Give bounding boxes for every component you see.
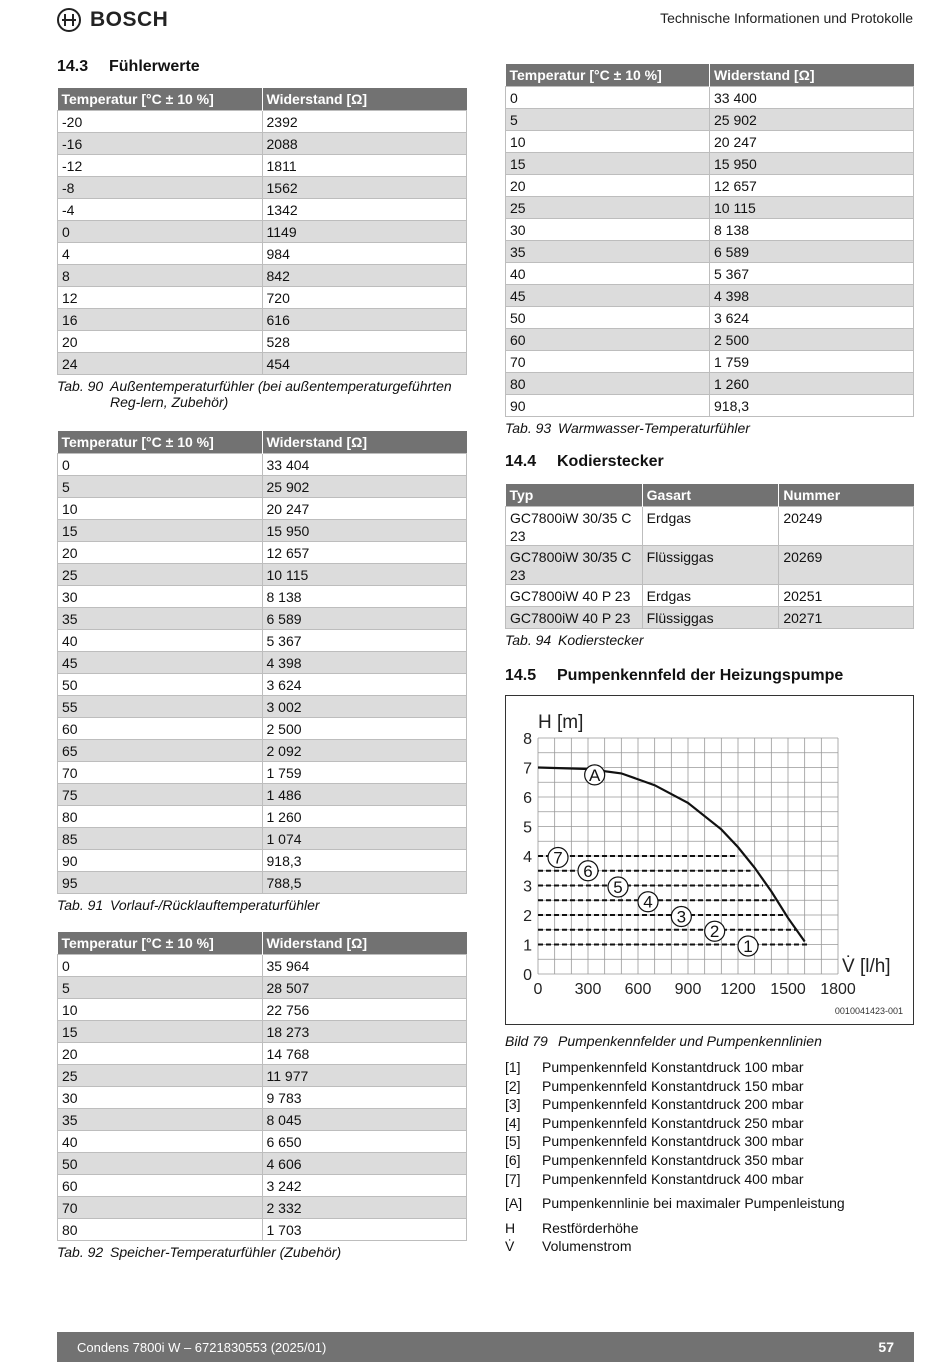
legend-key: [6] xyxy=(505,1151,521,1168)
table-cell: 65 xyxy=(58,739,263,761)
table-row xyxy=(58,1108,467,1130)
table-cell: 16 xyxy=(58,308,263,330)
chart-legend xyxy=(505,1058,845,1256)
table-cell: 80 xyxy=(58,1218,263,1240)
legend-text: Pumpenkennfeld Konstantdruck 350 mbar xyxy=(542,1151,804,1168)
table-cell: 5 xyxy=(58,475,263,497)
table-cell: 8 045 xyxy=(262,1108,467,1130)
brand-name: BOSCH xyxy=(90,8,169,31)
table-cell: 20269 xyxy=(779,545,914,584)
table-cell: 45 xyxy=(506,284,710,306)
bosch-armature-icon xyxy=(57,8,81,32)
col-header-resistance: Widerstand [Ω] xyxy=(262,932,467,954)
table-row xyxy=(58,198,467,220)
annotation-label: 6 xyxy=(583,861,593,881)
tab93-block xyxy=(505,64,914,436)
table-cell: 10 115 xyxy=(262,563,467,585)
table-cell: 35 964 xyxy=(262,954,467,976)
table-row xyxy=(58,1174,467,1196)
table-row xyxy=(506,372,914,394)
table-row xyxy=(58,783,467,805)
tab90-block xyxy=(57,88,467,410)
table-94 xyxy=(505,484,914,629)
table-cell: 10 xyxy=(58,497,263,519)
table-row xyxy=(58,541,467,563)
table-row xyxy=(506,240,914,262)
table-cell: 85 xyxy=(58,827,263,849)
legend-item xyxy=(505,1058,845,1077)
table-cell: -8 xyxy=(58,176,263,198)
table-row xyxy=(58,563,467,585)
table-cell: -20 xyxy=(58,110,263,132)
annotation-label: 2 xyxy=(709,922,720,942)
figure-code: 0010041423-001 xyxy=(834,1006,903,1016)
table-cell: 20271 xyxy=(779,606,914,628)
table-cell: 70 xyxy=(58,1196,263,1218)
table-cell: 15 xyxy=(58,1020,263,1042)
table-row xyxy=(506,606,914,628)
legend-key: [A] xyxy=(505,1195,523,1212)
table-cell: 2 332 xyxy=(262,1196,467,1218)
table-row xyxy=(58,176,467,198)
table-cell: 616 xyxy=(262,308,467,330)
table-row xyxy=(58,827,467,849)
x-tick-label: 1200 xyxy=(720,981,756,998)
y-tick-label: 5 xyxy=(523,819,532,837)
y-tick-label: 4 xyxy=(523,849,532,866)
table-cell: 4 398 xyxy=(710,284,914,306)
table-cell: 2088 xyxy=(262,132,467,154)
legend-key: [7] xyxy=(505,1170,521,1187)
table-cell: 15 950 xyxy=(262,519,467,541)
table-row xyxy=(506,284,914,306)
table-row xyxy=(58,673,467,695)
table-cell: 0 xyxy=(58,220,263,242)
caption-tab91: Tab. 91 Vorlauf-/Rücklauftemperaturfühler xyxy=(57,896,320,913)
table-cell: 2 500 xyxy=(710,328,914,350)
table-cell: 55 xyxy=(58,695,263,717)
table-row xyxy=(58,154,467,176)
y-tick-label: 6 xyxy=(523,790,532,807)
col-header-nummer: Nummer xyxy=(779,484,914,506)
legend-text: Pumpenkennfeld Konstantdruck 100 mbar xyxy=(542,1059,804,1075)
table-cell: 25 902 xyxy=(262,475,467,497)
table-cell: 45 xyxy=(58,651,263,673)
table-row xyxy=(58,1152,467,1174)
table-91 xyxy=(57,431,467,894)
table-cell: 788,5 xyxy=(262,871,467,893)
table-row xyxy=(58,651,467,673)
table-row xyxy=(58,1020,467,1042)
col-header-temp: Temperatur [°C ± 10 %] xyxy=(58,932,263,954)
legend-text: Pumpenkennfeld Konstantdruck 300 mbar xyxy=(542,1133,804,1150)
col-header-resistance: Widerstand [Ω] xyxy=(710,64,914,86)
legend-key: [1] xyxy=(505,1059,521,1075)
table-cell: 20 xyxy=(58,541,263,563)
table-cell: 1 260 xyxy=(710,372,914,394)
page-number: 57 xyxy=(878,1339,894,1355)
table-cell: GC7800iW 40 P 23 xyxy=(506,606,643,628)
table-cell: 0 xyxy=(58,954,263,976)
table-cell: 454 xyxy=(262,352,467,374)
caption-tab92: Tab. 92 Speicher-Temperaturfühler (Zubehör) xyxy=(57,1243,342,1260)
table-cell: 20 xyxy=(58,330,263,352)
table-cell: 20 247 xyxy=(710,130,914,152)
table-cell: 1 074 xyxy=(262,827,467,849)
table-cell: 40 xyxy=(506,262,710,284)
table-row xyxy=(58,1130,467,1152)
table-row xyxy=(58,717,467,739)
table-cell: 2 500 xyxy=(262,717,467,739)
table-cell: 20 247 xyxy=(262,497,467,519)
table-90 xyxy=(57,88,467,375)
legend-key: H xyxy=(505,1219,516,1236)
table-row xyxy=(58,330,467,352)
table-row xyxy=(58,242,467,264)
table-cell: 80 xyxy=(58,805,263,827)
table-cell: 30 xyxy=(506,218,710,240)
table-row xyxy=(506,506,914,545)
legend-item xyxy=(505,1151,845,1170)
caption-tab90: Tab. 90 Außentemperaturfühler (bei außentemperaturgeführten Reg-lern, Zubehör) xyxy=(57,377,452,410)
section-header: Technische Informationen und Protokolle xyxy=(660,10,913,26)
table-cell: 3 242 xyxy=(262,1174,467,1196)
table-cell: 14 768 xyxy=(262,1042,467,1064)
tab94-block xyxy=(505,484,914,648)
table-cell: 1 260 xyxy=(262,805,467,827)
table-row xyxy=(58,475,467,497)
table-cell: 20 xyxy=(58,1042,263,1064)
table-cell: 10 xyxy=(506,130,710,152)
x-tick-label: 300 xyxy=(574,981,602,998)
table-row xyxy=(58,849,467,871)
table-cell: 25 xyxy=(58,1064,263,1086)
legend-text: Volumenstrom xyxy=(542,1238,632,1255)
table-row xyxy=(58,629,467,651)
table-cell: Flüssiggas xyxy=(642,606,779,628)
table-row xyxy=(506,130,914,152)
table-cell: 50 xyxy=(58,673,263,695)
table-cell: 10 115 xyxy=(710,196,914,218)
table-cell: 15 xyxy=(506,152,710,174)
legend-item xyxy=(505,1237,845,1256)
annotation-label: 7 xyxy=(553,848,563,868)
table-row xyxy=(58,519,467,541)
table-row xyxy=(58,1064,467,1086)
table-row xyxy=(58,308,467,330)
table-row xyxy=(58,739,467,761)
heading-14-4: 14.4 Kodierstecker xyxy=(505,453,664,470)
table-cell: 80 xyxy=(506,372,710,394)
legend-text: Restförderhöhe xyxy=(542,1219,639,1236)
table-cell: 1811 xyxy=(262,154,467,176)
annotation-label: 5 xyxy=(613,877,623,897)
legend-item xyxy=(505,1132,845,1151)
table-cell: 5 367 xyxy=(262,629,467,651)
table-row xyxy=(506,328,914,350)
annotation-label: A xyxy=(588,765,601,785)
table-row xyxy=(506,262,914,284)
table-cell: 10 xyxy=(58,998,263,1020)
x-tick-label: 1800 xyxy=(820,981,856,998)
table-cell: 842 xyxy=(262,264,467,286)
y-tick-label: 7 xyxy=(523,760,532,778)
legend-text: Pumpenkennfeld Konstantdruck 150 mbar xyxy=(542,1077,804,1094)
table-cell: 3 624 xyxy=(710,306,914,328)
legend-item xyxy=(505,1114,845,1133)
table-cell: 22 756 xyxy=(262,998,467,1020)
x-tick-label: 900 xyxy=(674,981,702,998)
table-cell: 5 xyxy=(58,976,263,998)
table-cell: 528 xyxy=(262,330,467,352)
footer-doc: Condens 7800i W – 6721830553 (2025/01) xyxy=(77,1339,327,1355)
annotation-label: 4 xyxy=(643,892,653,912)
legend-key: V̇ xyxy=(505,1238,515,1255)
table-row xyxy=(58,998,467,1020)
legend-item xyxy=(505,1194,845,1213)
table-row xyxy=(58,805,467,827)
table-row xyxy=(58,497,467,519)
table-row xyxy=(58,352,467,374)
table-cell: 35 xyxy=(506,240,710,262)
col-header-typ: Typ xyxy=(506,484,643,506)
table-cell: 4 398 xyxy=(262,651,467,673)
table-row xyxy=(506,108,914,130)
table-row xyxy=(58,607,467,629)
caption-figure79: Bild 79 Pumpenkennfelder und Pumpenkennlinien xyxy=(505,1033,822,1049)
table-cell: 918,3 xyxy=(262,849,467,871)
table-cell: 15 950 xyxy=(710,152,914,174)
table-cell: 35 xyxy=(58,1108,263,1130)
table-row xyxy=(506,394,914,416)
table-row xyxy=(58,264,467,286)
table-cell: 6 589 xyxy=(262,607,467,629)
table-cell: -12 xyxy=(58,154,263,176)
legend-key: [5] xyxy=(505,1133,521,1150)
legend-text: Pumpenkennlinie bei maximaler Pumpenleistung xyxy=(542,1195,845,1212)
table-row xyxy=(58,286,467,308)
table-row xyxy=(506,86,914,108)
table-cell: 1 703 xyxy=(262,1218,467,1240)
table-cell: 5 367 xyxy=(710,262,914,284)
table-cell: 60 xyxy=(58,717,263,739)
table-cell: Flüssiggas xyxy=(642,545,779,584)
tab91-block xyxy=(57,431,467,913)
y-tick-label: 8 xyxy=(523,731,532,748)
table-cell: 90 xyxy=(506,394,710,416)
pump-chart xyxy=(505,695,914,1025)
table-cell: 70 xyxy=(506,350,710,372)
table-cell: 720 xyxy=(262,286,467,308)
table-cell: GC7800iW 30/35 C 23 xyxy=(506,506,643,545)
annotation-label: 1 xyxy=(743,936,753,956)
table-cell: 1342 xyxy=(262,198,467,220)
table-row xyxy=(58,761,467,783)
heading-14-3: 14.3 Fühlerwerte xyxy=(57,58,200,75)
table-92 xyxy=(57,932,467,1241)
legend-key: [3] xyxy=(505,1096,521,1113)
table-row xyxy=(506,350,914,372)
legend-text: Pumpenkennfeld Konstantdruck 250 mbar xyxy=(542,1114,804,1131)
table-cell: 12 xyxy=(58,286,263,308)
table-cell: 25 902 xyxy=(710,108,914,130)
table-cell: -4 xyxy=(58,198,263,220)
table-cell: 20251 xyxy=(779,584,914,606)
table-cell: 12 657 xyxy=(262,541,467,563)
table-cell: 11 977 xyxy=(262,1064,467,1086)
table-cell: 12 657 xyxy=(710,174,914,196)
table-row xyxy=(58,220,467,242)
table-cell: 8 138 xyxy=(262,585,467,607)
y-axis-label: H [m] xyxy=(538,712,584,733)
x-tick-label: 0 xyxy=(533,981,543,998)
table-93 xyxy=(505,64,914,417)
table-row xyxy=(58,110,467,132)
table-cell: 0 xyxy=(506,86,710,108)
table-row xyxy=(58,585,467,607)
table-cell: 40 xyxy=(58,1130,263,1152)
table-cell: 90 xyxy=(58,849,263,871)
x-axis-label: V̇ [l/h] xyxy=(842,956,891,977)
tab92-block xyxy=(57,932,467,1260)
table-cell: Erdgas xyxy=(642,506,779,545)
table-cell: 20 xyxy=(506,174,710,196)
table-cell: GC7800iW 40 P 23 xyxy=(506,584,643,606)
annotation-label: 3 xyxy=(676,907,687,927)
table-cell: 2392 xyxy=(262,110,467,132)
col-header-temp: Temperatur [°C ± 10 %] xyxy=(506,64,710,86)
table-cell: 1562 xyxy=(262,176,467,198)
table-cell: 95 xyxy=(58,871,263,893)
table-cell: 40 xyxy=(58,629,263,651)
table-cell: GC7800iW 30/35 C 23 xyxy=(506,545,643,584)
table-cell: 1149 xyxy=(262,220,467,242)
page-footer xyxy=(57,1332,914,1362)
table-cell: 3 002 xyxy=(262,695,467,717)
table-cell: 33 400 xyxy=(710,86,914,108)
table-cell: 15 xyxy=(58,519,263,541)
table-row xyxy=(506,545,914,584)
y-tick-label: 0 xyxy=(523,967,532,984)
table-cell: 8 138 xyxy=(710,218,914,240)
table-cell: 2 092 xyxy=(262,739,467,761)
table-cell: 60 xyxy=(58,1174,263,1196)
table-cell: 0 xyxy=(58,453,263,475)
table-cell: 4 606 xyxy=(262,1152,467,1174)
table-cell: 60 xyxy=(506,328,710,350)
table-row xyxy=(506,306,914,328)
table-row xyxy=(58,871,467,893)
col-header-temp: Temperatur [°C ± 10 %] xyxy=(58,88,263,110)
table-cell: 28 507 xyxy=(262,976,467,998)
heading-14-5: 14.5 Pumpenkennfeld der Heizungspumpe xyxy=(505,667,844,684)
col-header-temp: Temperatur [°C ± 10 %] xyxy=(58,431,263,453)
table-row xyxy=(58,1196,467,1218)
table-cell: 1 759 xyxy=(710,350,914,372)
col-header-resistance: Widerstand [Ω] xyxy=(262,88,467,110)
legend-item xyxy=(505,1077,845,1096)
x-tick-label: 1500 xyxy=(770,981,806,998)
legend-item xyxy=(505,1170,845,1189)
legend-key: [2] xyxy=(505,1077,521,1094)
table-cell: 70 xyxy=(58,761,263,783)
table-cell: 3 624 xyxy=(262,673,467,695)
table-cell: 9 783 xyxy=(262,1086,467,1108)
table-cell: Erdgas xyxy=(642,584,779,606)
table-cell: 5 xyxy=(506,108,710,130)
table-cell: 918,3 xyxy=(710,394,914,416)
table-row xyxy=(58,1218,467,1240)
table-cell: 1 486 xyxy=(262,783,467,805)
pump-chart-svg xyxy=(506,696,915,1026)
table-cell: 30 xyxy=(58,1086,263,1108)
y-tick-label: 1 xyxy=(523,937,532,955)
table-cell: 8 xyxy=(58,264,263,286)
table-cell: 6 650 xyxy=(262,1130,467,1152)
table-cell: 30 xyxy=(58,585,263,607)
x-tick-label: 600 xyxy=(624,981,652,998)
table-cell: 1 759 xyxy=(262,761,467,783)
y-tick-label: 2 xyxy=(523,908,532,925)
legend-item xyxy=(505,1219,845,1238)
table-cell: 18 273 xyxy=(262,1020,467,1042)
table-cell: 75 xyxy=(58,783,263,805)
legend-text: Pumpenkennfeld Konstantdruck 400 mbar xyxy=(542,1170,804,1187)
table-row xyxy=(506,584,914,606)
table-cell: 50 xyxy=(506,306,710,328)
table-row xyxy=(58,1042,467,1064)
table-cell: -16 xyxy=(58,132,263,154)
table-row xyxy=(506,174,914,196)
legend-item xyxy=(505,1095,845,1114)
table-row xyxy=(58,976,467,998)
caption-tab94: Tab. 94 Kodierstecker xyxy=(505,631,644,648)
table-row xyxy=(58,453,467,475)
table-cell: 24 xyxy=(58,352,263,374)
caption-tab93: Tab. 93 Warmwasser-Temperaturfühler xyxy=(505,419,750,436)
table-cell: 984 xyxy=(262,242,467,264)
table-row xyxy=(58,954,467,976)
col-header-gasart: Gasart xyxy=(642,484,779,506)
table-row xyxy=(58,695,467,717)
y-tick-label: 3 xyxy=(523,878,532,896)
bosch-logo xyxy=(57,8,168,32)
col-header-resistance: Widerstand [Ω] xyxy=(262,431,467,453)
table-row xyxy=(58,132,467,154)
table-row xyxy=(506,196,914,218)
legend-text: Pumpenkennfeld Konstantdruck 200 mbar xyxy=(542,1096,804,1113)
table-row xyxy=(506,152,914,174)
table-cell: 20249 xyxy=(779,506,914,545)
table-cell: 4 xyxy=(58,242,263,264)
table-row xyxy=(58,1086,467,1108)
legend-key: [4] xyxy=(505,1114,521,1131)
table-cell: 50 xyxy=(58,1152,263,1174)
table-cell: 6 589 xyxy=(710,240,914,262)
table-cell: 33 404 xyxy=(262,453,467,475)
table-cell: 25 xyxy=(506,196,710,218)
table-cell: 35 xyxy=(58,607,263,629)
table-cell: 25 xyxy=(58,563,263,585)
table-row xyxy=(506,218,914,240)
